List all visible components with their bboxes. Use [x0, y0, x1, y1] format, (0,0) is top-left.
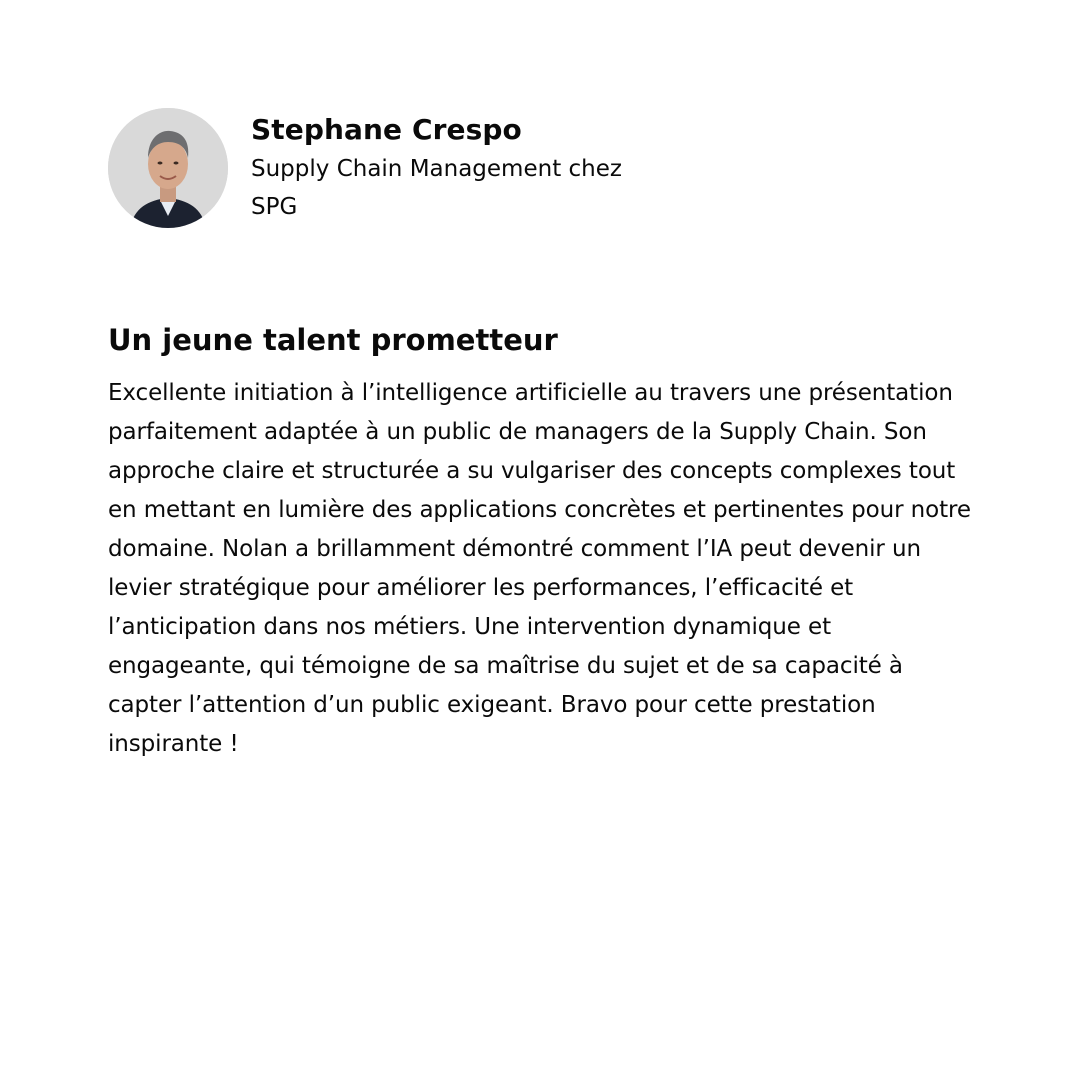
author-info [251, 108, 631, 226]
author-name: Stephane Crespo [251, 113, 522, 146]
testimonial-body: Excellente initiation à l’intelligence artificielle au travers une présentation parfaitement adaptée à un public de managers de la Supply Chain. Son approche claire et structurée a su vulgariser des concepts complexes tout en mettant en lumière des applications concrètes et pertinentes pour notre domaine. Nolan a brillamment démontré comment l’IA peut devenir un levier stratégique pour améliorer les performances, l’efficacité et l’anticipation dans nos métiers. Une intervention dynamique et engageante, qui témoigne de sa maîtrise du sujet et de sa capacité à capter l’attention d’un public exigeant. Bravo pour cette prestation inspirante ! [108, 380, 971, 757]
avatar [108, 108, 228, 228]
testimonial-content [108, 318, 976, 764]
author-header [108, 108, 631, 228]
author-photo [108, 108, 228, 228]
author-role: Supply Chain Management chez SPG [251, 156, 622, 220]
testimonial-title: Un jeune talent prometteur [108, 323, 558, 357]
